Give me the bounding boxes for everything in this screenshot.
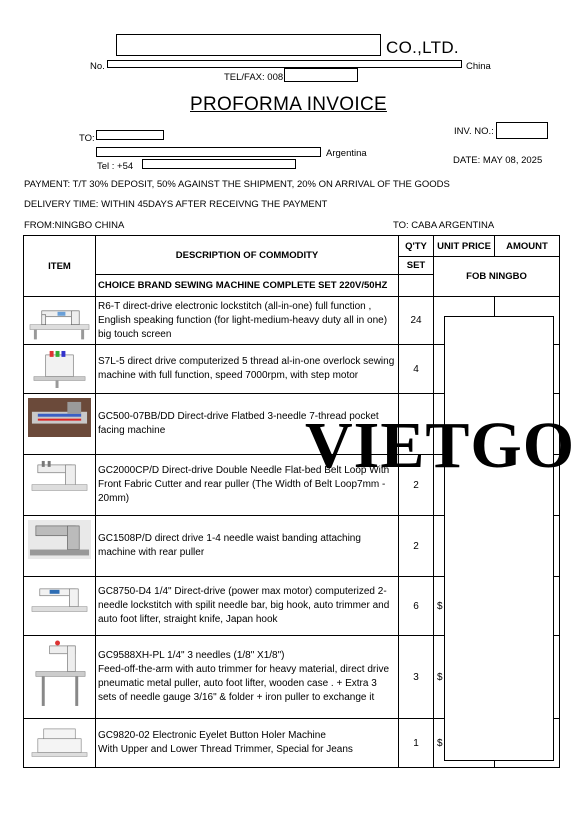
product-image	[24, 719, 96, 768]
company-suffix: CO.,LTD.	[386, 38, 459, 57]
row-description: GC9820-02 Electronic Eyelet Button Holer Machine With Upper and Lower Thread Trimmer, Special for Jeans	[96, 719, 399, 768]
header-unit-price: UNIT PRICE	[434, 236, 495, 257]
row-qty: 24	[399, 297, 434, 345]
row-unit-price: $	[434, 636, 495, 719]
page-title: PROFORMA INVOICE	[190, 94, 387, 115]
pocket-facing-machine-icon	[28, 398, 91, 437]
address-country: China	[466, 61, 491, 72]
row-qty: 3	[399, 636, 434, 719]
product-image	[24, 345, 96, 394]
table-subheader: CHOICE BRAND SEWING MACHINE COMPLETE SET 220V/50HZ	[96, 275, 399, 297]
row-unit-price: $	[434, 719, 495, 768]
row-qty: 2	[399, 455, 434, 516]
row-description: S7L-5 direct drive computerized 5 thread al-in-one overlock sewing machine with full function, speed 7000rpm, with step motor	[96, 345, 399, 394]
ship-to: TO: CABA ARGENTINA	[393, 220, 495, 231]
buyer-address-redacted	[96, 147, 321, 157]
row-description: GC1508P/D direct drive 1-4 needle waist banding attaching machine with rear puller	[96, 516, 399, 577]
row-unit-price: $	[434, 577, 495, 636]
delivery-terms: DELIVERY TIME: WITHIN 45DAYS AFTER RECEIVNG THE PAYMENT	[24, 199, 328, 210]
product-image	[24, 394, 96, 455]
overlock-machine-icon	[28, 349, 91, 388]
company-name-redacted	[116, 34, 381, 56]
header-price-basis: FOB NINGBO	[434, 257, 560, 297]
invoice-no-redacted	[496, 122, 548, 139]
header-description: DESCRIPTION OF COMMODITY	[96, 236, 399, 275]
row-description: GC500-07BB/DD Direct-drive Flatbed 3-needle 7-thread pocket facing machine	[96, 394, 399, 455]
row-description: GC8750-D4 1/4" Direct-drive (power max motor) computerized 2-needle lockstitch with spilit needle bar, big hook, auto trimmer and auto foot lifter, straight knife, Japan hook	[96, 577, 399, 636]
tel-fax-redacted	[284, 68, 358, 82]
invoice-date: DATE: MAY 08, 2025	[453, 155, 543, 166]
product-image	[24, 516, 96, 577]
header-qty-unit: SET	[399, 257, 434, 275]
header-amount: AMOUNT	[495, 236, 560, 257]
tel-fax: TEL/FAX: 008	[224, 72, 284, 83]
waist-banding-machine-icon	[28, 520, 91, 559]
row-description: GC2000CP/D Direct-drive Double Needle Flat-bed Belt Loop With Front Fabric Cutter and rear puller (The Width of Belt Loop7mm - 20mm)	[96, 455, 399, 516]
header-item: ITEM	[24, 236, 96, 297]
product-image	[24, 636, 96, 719]
address-redacted	[107, 60, 462, 68]
buyer-name-redacted	[96, 130, 164, 140]
header-qty: Q'TY	[399, 236, 434, 257]
row-description: GC9588XH-PL 1/4" 3 needles (1/8" X1/8") Feed-off-the-arm with auto trimmer for heavy material, direct drive pneumatic metal puller, auto foot lifter, wooden case . + Extra 3 sets of needle gauge 3/16" & folder + iron puller to exchange it	[96, 636, 399, 719]
belt-loop-machine-icon	[28, 459, 91, 498]
ship-from: FROM:NINGBO CHINA	[24, 220, 125, 231]
payment-terms: PAYMENT: T/T 30% DEPOSIT, 50% AGAINST THE SHIPMENT, 20% ON ARRIVAL OF THE GOODS	[24, 179, 450, 190]
lockstitch-machine-icon	[28, 581, 91, 620]
row-qty: 1	[399, 719, 434, 768]
qty-subheader-blank	[399, 275, 434, 297]
eyelet-buttonholer-icon	[28, 723, 91, 762]
watermark: VIETGO	[305, 409, 576, 482]
row-qty: 2	[399, 516, 434, 577]
product-image	[24, 577, 96, 636]
price-redaction-box	[444, 316, 554, 761]
feed-off-arm-machine-icon	[28, 640, 91, 709]
product-image	[24, 455, 96, 516]
product-image	[24, 297, 96, 345]
to-label: TO:	[79, 133, 95, 144]
row-qty: 6	[399, 577, 434, 636]
sewing-machine-icon	[28, 301, 91, 340]
invoice-no-label: INV. NO.:	[454, 126, 494, 137]
row-qty: 4	[399, 345, 434, 394]
address-prefix: No.	[90, 61, 105, 72]
buyer-tel-redacted	[142, 159, 296, 169]
buyer-country: Argentina	[326, 148, 367, 159]
row-description: R6-T direct-drive electronic lockstitch (all-in-one) full function , English speaking function (for light-medium-heavy duty all in one) big touch screen	[96, 297, 399, 345]
buyer-tel: Tel : +54	[97, 161, 134, 172]
